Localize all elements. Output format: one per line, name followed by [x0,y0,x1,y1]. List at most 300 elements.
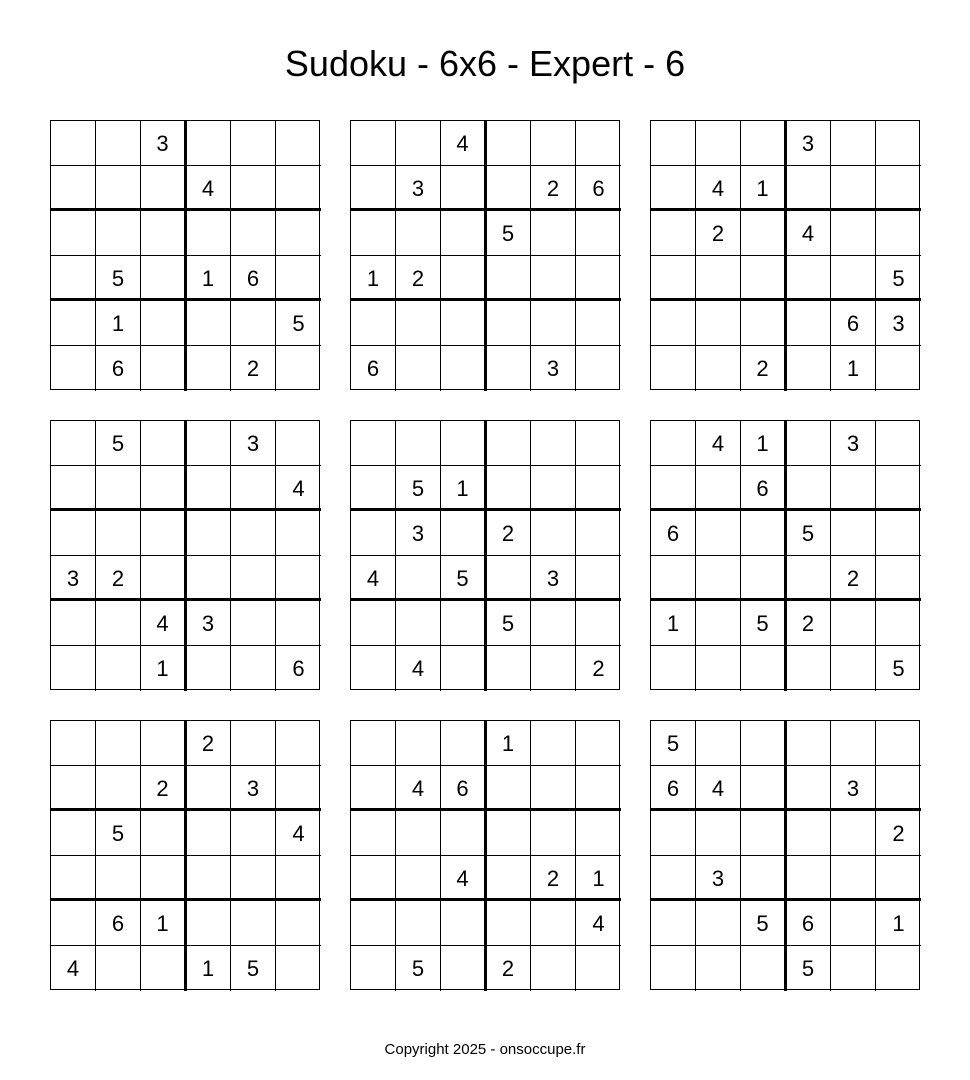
empty-cell[interactable] [486,121,531,166]
given-cell: 5 [276,301,321,346]
given-cell: 2 [876,811,921,856]
empty-cell[interactable] [831,646,876,691]
empty-cell[interactable] [141,556,187,601]
empty-cell[interactable] [51,511,96,556]
empty-cell[interactable] [876,511,921,556]
empty-cell[interactable] [96,601,141,646]
given-cell: 5 [486,211,531,256]
empty-cell[interactable] [531,721,576,766]
empty-cell[interactable] [786,166,831,211]
empty-cell[interactable] [576,301,621,346]
empty-cell[interactable] [486,466,531,511]
empty-cell[interactable] [396,346,441,391]
empty-cell[interactable] [876,211,921,256]
empty-cell[interactable] [186,811,231,856]
empty-cell[interactable] [276,256,321,301]
empty-cell[interactable] [276,556,321,601]
empty-cell[interactable] [651,211,696,256]
empty-cell[interactable] [441,421,487,466]
given-cell: 4 [186,166,231,211]
empty-cell[interactable] [486,901,531,946]
empty-cell[interactable] [51,421,96,466]
empty-cell[interactable] [786,421,831,466]
empty-cell[interactable] [351,811,396,856]
empty-cell[interactable] [276,511,321,556]
empty-cell[interactable] [351,646,396,691]
given-cell: 2 [186,721,231,766]
empty-cell[interactable] [276,946,321,991]
empty-cell[interactable] [531,301,576,346]
empty-cell[interactable] [396,556,441,601]
empty-cell[interactable] [831,946,876,991]
given-cell: 1 [141,901,187,946]
empty-cell[interactable] [696,721,741,766]
empty-cell[interactable] [96,721,141,766]
given-cell: 4 [141,601,187,646]
given-cell: 3 [786,121,831,166]
empty-cell[interactable] [186,766,231,811]
empty-cell[interactable] [831,721,876,766]
empty-cell[interactable] [186,211,231,256]
empty-cell[interactable] [651,646,696,691]
empty-cell[interactable] [831,466,876,511]
sudoku-grid-5 [350,420,620,690]
given-cell: 6 [292,656,305,681]
empty-cell[interactable] [531,601,576,646]
given-cell: 5 [96,811,141,856]
empty-cell[interactable] [441,346,487,391]
empty-cell[interactable] [351,166,396,211]
given-cell: 1 [576,856,621,901]
empty-cell[interactable] [441,166,487,211]
sudoku-grid-1 [50,120,320,390]
empty-cell[interactable] [96,766,141,811]
empty-cell[interactable] [876,121,921,166]
empty-cell[interactable] [741,211,787,256]
empty-cell[interactable] [651,421,696,466]
empty-cell[interactable] [786,646,831,691]
empty-cell[interactable] [876,346,921,391]
empty-cell[interactable] [876,766,921,811]
empty-cell[interactable] [441,721,487,766]
given-cell: 4 [696,166,741,211]
given-cell: 6 [351,346,396,391]
empty-cell[interactable] [231,511,276,556]
empty-cell[interactable] [696,811,741,856]
empty-cell[interactable] [786,856,831,901]
given-cell: 4 [786,211,831,256]
empty-cell[interactable] [741,121,787,166]
empty-cell[interactable] [696,346,741,391]
given-cell: 1 [741,421,787,466]
empty-cell[interactable] [186,511,231,556]
empty-cell[interactable] [351,721,396,766]
given-cell: 6 [576,166,621,211]
empty-cell[interactable] [396,811,441,856]
empty-cell[interactable] [486,166,531,211]
empty-cell[interactable] [51,121,96,166]
empty-cell[interactable] [531,466,576,511]
empty-cell[interactable] [486,256,531,301]
empty-cell[interactable] [831,856,876,901]
empty-cell[interactable] [351,301,396,346]
empty-cell[interactable] [741,766,787,811]
empty-cell[interactable] [141,511,187,556]
empty-cell[interactable] [186,856,231,901]
empty-cell[interactable] [576,466,621,511]
empty-cell[interactable] [141,211,187,256]
empty-cell[interactable] [51,811,96,856]
given-cell: 1 [441,466,487,511]
given-cell: 5 [96,256,141,301]
empty-cell[interactable] [276,166,321,211]
empty-cell[interactable] [351,766,396,811]
empty-cell[interactable] [351,946,396,991]
empty-cell[interactable] [441,211,487,256]
empty-cell[interactable] [276,211,321,256]
empty-cell[interactable] [651,556,696,601]
empty-cell[interactable] [51,166,96,211]
empty-cell[interactable] [576,721,621,766]
empty-cell[interactable] [831,901,876,946]
empty-cell[interactable] [141,166,187,211]
empty-cell[interactable] [786,766,831,811]
empty-cell[interactable] [231,721,276,766]
empty-cell[interactable] [696,901,741,946]
empty-cell[interactable] [741,256,787,301]
empty-cell[interactable] [231,601,276,646]
given-cell: 1 [186,946,231,991]
empty-cell[interactable] [276,766,321,811]
empty-cell[interactable] [876,946,921,991]
empty-cell[interactable] [441,901,487,946]
empty-cell[interactable] [396,601,441,646]
empty-cell[interactable] [276,901,321,946]
sudoku-grid-3 [650,120,920,390]
empty-cell[interactable] [351,511,396,556]
empty-cell[interactable] [276,721,321,766]
given-cell: 2 [141,766,187,811]
empty-cell[interactable] [486,766,531,811]
empty-cell[interactable] [396,211,441,256]
empty-cell[interactable] [231,856,276,901]
empty-cell[interactable] [831,601,876,646]
empty-cell[interactable] [531,511,576,556]
given-cell: 2 [96,556,141,601]
given-cell: 3 [531,556,576,601]
empty-cell[interactable] [441,646,487,691]
empty-cell[interactable] [96,466,141,511]
empty-cell[interactable] [831,811,876,856]
empty-cell[interactable] [396,421,441,466]
empty-cell[interactable] [51,346,96,391]
empty-cell[interactable] [51,601,96,646]
empty-cell[interactable] [576,601,621,646]
empty-cell[interactable] [651,901,696,946]
empty-cell[interactable] [576,421,621,466]
empty-cell[interactable] [396,721,441,766]
given-cell: 1 [96,301,141,346]
empty-cell[interactable] [741,511,787,556]
empty-cell[interactable] [96,856,141,901]
empty-cell[interactable] [651,811,696,856]
empty-cell[interactable] [96,511,141,556]
empty-cell[interactable] [141,301,187,346]
empty-cell[interactable] [231,811,276,856]
empty-cell[interactable] [486,421,531,466]
empty-cell[interactable] [96,946,141,991]
empty-cell[interactable] [51,721,96,766]
empty-cell[interactable] [96,211,141,256]
empty-cell[interactable] [576,211,621,256]
empty-cell[interactable] [96,166,141,211]
empty-cell[interactable] [51,211,96,256]
empty-cell[interactable] [186,301,231,346]
empty-cell[interactable] [51,856,96,901]
empty-cell[interactable] [741,301,787,346]
given-cell: 6 [651,766,696,811]
given-cell: 4 [441,121,487,166]
empty-cell[interactable] [786,466,831,511]
empty-cell[interactable] [576,346,621,391]
empty-cell[interactable] [51,466,96,511]
empty-cell[interactable] [486,346,531,391]
given-cell: 1 [486,721,531,766]
empty-cell[interactable] [876,856,921,901]
empty-cell[interactable] [531,421,576,466]
empty-cell[interactable] [786,346,831,391]
empty-cell[interactable] [696,466,741,511]
given-cell: 2 [831,556,876,601]
empty-cell[interactable] [141,346,187,391]
given-cell: 4 [51,946,96,991]
empty-cell[interactable] [231,301,276,346]
given-cell: 3 [231,766,276,811]
empty-cell[interactable] [531,946,576,991]
empty-cell[interactable] [696,556,741,601]
empty-cell[interactable] [576,121,621,166]
empty-cell[interactable] [276,346,321,391]
empty-cell[interactable] [231,166,276,211]
empty-cell[interactable] [651,856,696,901]
empty-cell[interactable] [276,421,321,466]
empty-cell[interactable] [351,466,396,511]
given-cell: 6 [786,901,831,946]
empty-cell[interactable] [576,811,621,856]
given-cell: 4 [696,766,741,811]
empty-cell[interactable] [651,301,696,346]
empty-cell[interactable] [351,421,396,466]
empty-cell[interactable] [396,301,441,346]
empty-cell[interactable] [576,766,621,811]
empty-cell[interactable] [351,211,396,256]
empty-cell[interactable] [51,646,96,691]
empty-cell[interactable] [486,811,531,856]
empty-cell[interactable] [276,121,321,166]
given-cell: 4 [396,766,441,811]
empty-cell[interactable] [576,256,621,301]
empty-cell[interactable] [186,466,231,511]
empty-cell[interactable] [876,601,921,646]
given-cell: 5 [396,466,441,511]
empty-cell[interactable] [396,856,441,901]
empty-cell[interactable] [531,811,576,856]
sudoku-grid-9 [650,720,920,990]
given-cell: 2 [486,511,531,556]
empty-cell[interactable] [51,301,96,346]
empty-cell[interactable] [141,856,187,901]
given-cell: 4 [351,556,396,601]
empty-cell[interactable] [531,121,576,166]
empty-cell[interactable] [696,256,741,301]
given-cell: 5 [96,421,141,466]
empty-cell[interactable] [831,166,876,211]
empty-cell[interactable] [351,121,396,166]
empty-cell[interactable] [696,946,741,991]
empty-cell[interactable] [486,556,531,601]
empty-cell[interactable] [141,421,187,466]
given-cell: 3 [186,601,231,646]
empty-cell[interactable] [831,256,876,301]
empty-cell[interactable] [696,301,741,346]
empty-cell[interactable] [651,121,696,166]
given-cell: 5 [741,601,787,646]
empty-cell[interactable] [531,766,576,811]
empty-cell[interactable] [231,901,276,946]
empty-cell[interactable] [876,421,921,466]
empty-cell[interactable] [531,901,576,946]
empty-cell[interactable] [786,556,831,601]
empty-cell[interactable] [576,946,621,991]
empty-cell[interactable] [741,556,787,601]
empty-cell[interactable] [876,556,921,601]
empty-cell[interactable] [741,721,787,766]
empty-cell[interactable] [51,766,96,811]
empty-cell[interactable] [486,646,531,691]
empty-cell[interactable] [651,166,696,211]
given-cell: 2 [592,656,605,681]
empty-cell[interactable] [831,511,876,556]
empty-cell[interactable] [741,811,787,856]
empty-cell[interactable] [441,301,487,346]
given-cell: 2 [531,166,576,211]
empty-cell[interactable] [696,121,741,166]
empty-cell[interactable] [486,856,531,901]
empty-cell[interactable] [276,856,321,901]
empty-cell[interactable] [531,211,576,256]
empty-cell[interactable] [186,901,231,946]
empty-cell[interactable] [786,256,831,301]
empty-cell[interactable] [141,466,187,511]
empty-cell[interactable] [141,256,187,301]
given-cell: 4 [696,421,741,466]
empty-cell[interactable] [51,256,96,301]
empty-cell[interactable] [396,121,441,166]
empty-cell[interactable] [231,211,276,256]
empty-cell[interactable] [186,346,231,391]
empty-cell[interactable] [231,556,276,601]
given-cell: 3 [876,301,921,346]
sudoku-grid-8 [350,720,620,990]
given-cell: 2 [741,346,787,391]
empty-cell[interactable] [651,946,696,991]
empty-cell[interactable] [696,646,741,691]
given-cell: 3 [531,346,576,391]
empty-cell[interactable] [876,166,921,211]
given-cell: 5 [741,901,787,946]
empty-cell[interactable] [441,511,487,556]
empty-cell[interactable] [186,646,231,691]
empty-cell[interactable] [696,601,741,646]
empty-cell[interactable] [831,211,876,256]
empty-cell[interactable] [276,601,321,646]
empty-cell[interactable] [741,946,787,991]
given-cell: 5 [876,256,921,301]
empty-cell[interactable] [651,256,696,301]
empty-cell[interactable] [441,601,487,646]
empty-cell[interactable] [576,556,621,601]
empty-cell[interactable] [96,646,141,691]
empty-cell[interactable] [741,646,787,691]
empty-cell[interactable] [651,466,696,511]
empty-cell[interactable] [186,556,231,601]
empty-cell[interactable] [231,466,276,511]
empty-cell[interactable] [741,856,787,901]
empty-cell[interactable] [351,856,396,901]
given-cell: 2 [786,601,831,646]
empty-cell[interactable] [786,811,831,856]
empty-cell[interactable] [96,121,141,166]
given-cell: 6 [651,511,696,556]
empty-cell[interactable] [186,121,231,166]
empty-cell[interactable] [786,301,831,346]
empty-cell[interactable] [141,946,187,991]
empty-cell[interactable] [396,901,441,946]
empty-cell[interactable] [141,721,187,766]
empty-cell[interactable] [486,301,531,346]
given-cell: 1 [741,166,787,211]
empty-cell[interactable] [831,121,876,166]
empty-cell[interactable] [351,601,396,646]
empty-cell[interactable] [441,811,487,856]
given-cell: 3 [396,166,441,211]
empty-cell[interactable] [576,511,621,556]
empty-cell[interactable] [351,901,396,946]
given-cell: 1 [831,346,876,391]
given-cell: 1 [186,256,231,301]
given-cell: 5 [486,601,531,646]
given-cell: 6 [231,256,276,301]
given-cell: 3 [231,421,276,466]
empty-cell[interactable] [531,256,576,301]
empty-cell[interactable] [231,121,276,166]
given-cell: 1 [141,646,187,691]
empty-cell[interactable] [696,511,741,556]
empty-cell[interactable] [651,346,696,391]
given-cell: 3 [141,121,187,166]
given-cell: 4 [441,856,487,901]
empty-cell[interactable] [876,721,921,766]
empty-cell[interactable] [531,646,576,691]
empty-cell[interactable] [441,946,487,991]
empty-cell[interactable] [186,421,231,466]
empty-cell[interactable] [51,901,96,946]
empty-cell[interactable] [786,721,831,766]
empty-cell[interactable] [441,256,487,301]
empty-cell[interactable] [876,466,921,511]
empty-cell[interactable] [231,646,276,691]
empty-cell[interactable] [141,811,187,856]
